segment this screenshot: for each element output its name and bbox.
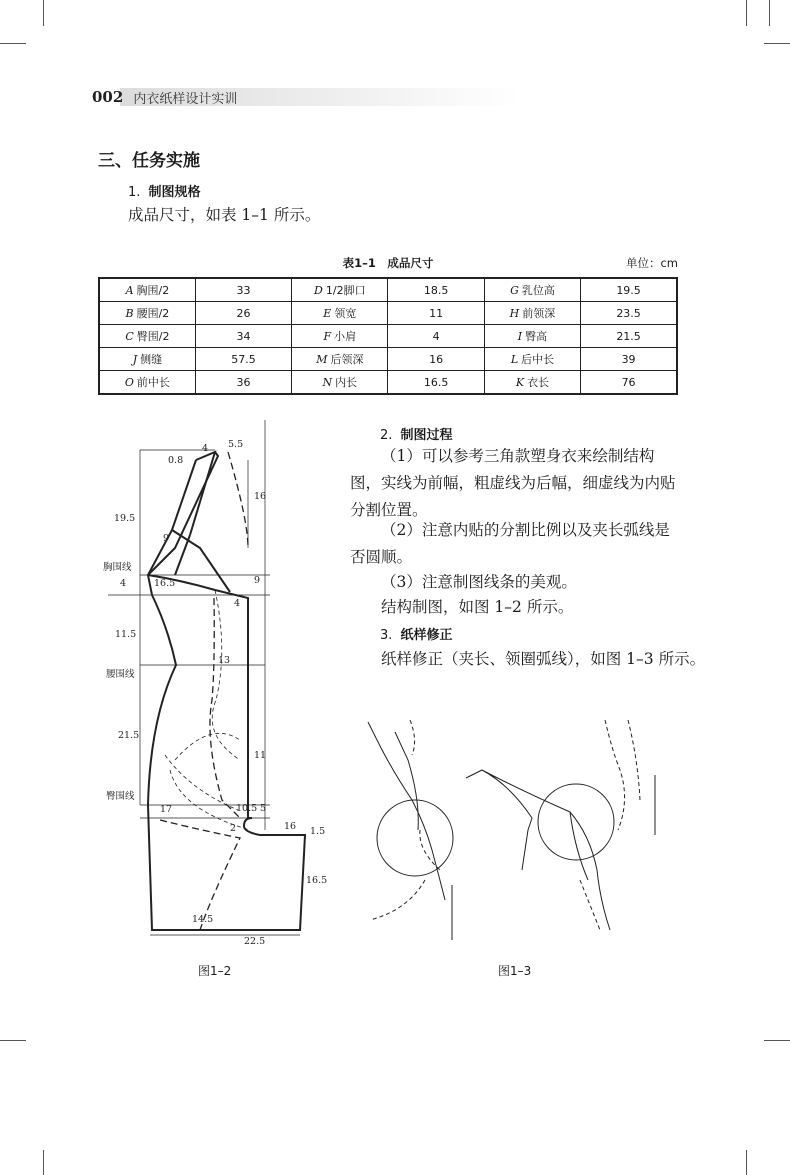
measure-code: B — [125, 307, 134, 320]
measure-code: J — [132, 353, 138, 366]
measure-label: 领宽 — [334, 307, 357, 320]
cup-lines — [172, 530, 230, 592]
table-value-cell: 26 — [195, 302, 291, 325]
armhole-circle-left — [377, 800, 453, 876]
measure-code: O — [124, 376, 134, 389]
dim-1-5: 1.5 — [310, 826, 326, 837]
measure-code: N — [322, 376, 333, 389]
table-label-cell — [292, 278, 388, 302]
crop-mark — [43, 0, 44, 26]
step2-label: 制图过程 — [400, 428, 453, 443]
table-row — [99, 348, 677, 371]
dim-11-5: 11.5 — [115, 629, 137, 640]
dim-10-5: 10.5 — [236, 803, 258, 814]
table-label-cell — [99, 325, 195, 348]
book-title: 内衣纸样设计实训 — [133, 91, 238, 107]
page-number: 002 — [92, 88, 124, 106]
step3-label: 纸样修正 — [400, 628, 453, 643]
step3-text: 纸样修正（夹长、领圈弧线），如图 1–3 所示。 — [381, 650, 706, 668]
crop-mark — [764, 1040, 790, 1041]
table-label-cell — [484, 302, 580, 325]
measure-label: 后领深 — [330, 353, 364, 366]
dim-16-crotch: 16 — [284, 821, 297, 832]
table-label-cell — [484, 371, 580, 395]
table-caption-row — [98, 255, 678, 273]
step3-number: 3. — [380, 628, 393, 643]
table-label-cell — [99, 348, 195, 371]
dim-9-small: 9 — [163, 533, 170, 544]
dim-22-5: 22.5 — [244, 936, 266, 945]
step2-number: 2. — [380, 428, 393, 443]
measure-label: 胸围/2 — [136, 284, 170, 297]
measure-code: L — [510, 353, 519, 366]
table-label-cell — [292, 371, 388, 395]
table-value-cell: 4 — [388, 325, 484, 348]
table-value-cell: 19.5 — [581, 278, 677, 302]
waist-line-label: 腰围线 — [106, 669, 135, 680]
left-curve-solid — [368, 722, 445, 900]
right-curve-dashed — [580, 720, 640, 930]
table-caption: 表1–1 成品尺寸 — [342, 256, 434, 270]
crop-mark — [764, 43, 790, 44]
hip-line-label: 臀围线 — [106, 791, 135, 802]
table-row — [99, 371, 677, 395]
measure-label: 腰围/2 — [136, 307, 170, 320]
measure-label: 前领深 — [522, 307, 556, 320]
dim-11: 11 — [254, 750, 267, 761]
table-value-cell: 39 — [581, 348, 677, 371]
dim-5: 5 — [260, 803, 267, 814]
table-value-cell: 11 — [388, 302, 484, 325]
table-label-cell — [292, 325, 388, 348]
right-piece-solid — [466, 770, 610, 930]
dim-16-5-chest: 16.5 — [154, 578, 176, 589]
front-piece-outline — [148, 452, 305, 930]
dim-14-5: 14.5 — [192, 914, 214, 925]
dim-21-5: 21.5 — [118, 730, 140, 741]
measure-label: 臀高 — [525, 330, 548, 343]
dim-0-8: 0.8 — [168, 455, 184, 466]
measure-label: 小肩 — [334, 330, 357, 343]
measure-label: 衣长 — [527, 376, 550, 389]
step1-text: 成品尺寸，如表 1–1 所示。 — [128, 206, 321, 224]
step2-paragraph-1: （1）可以参考三角款塑身衣来绘制结构图，实线为前幅，粗虚线为后幅，细虚线为内贴分割位置。 — [350, 447, 676, 519]
step1-number: 1. — [128, 185, 141, 200]
table-label-cell — [292, 302, 388, 325]
running-header — [92, 86, 704, 108]
table-label-cell — [484, 325, 580, 348]
measure-code: F — [323, 330, 332, 343]
table-label-cell — [99, 302, 195, 325]
dim-16-back: 16 — [254, 491, 267, 502]
dim-16-5-leg: 16.5 — [306, 875, 328, 886]
lining-lines — [165, 590, 250, 830]
table-label-cell — [484, 348, 580, 371]
measure-label: 后中长 — [521, 353, 555, 366]
table-label-cell — [484, 278, 580, 302]
table-row — [99, 302, 677, 325]
right-piece-solid-2 — [570, 812, 588, 880]
measure-label: 臀围/2 — [136, 330, 170, 343]
crop-mark — [0, 1040, 26, 1041]
measure-label: 侧缝 — [140, 353, 163, 366]
table-label-cell — [292, 348, 388, 371]
table-value-cell: 57.5 — [195, 348, 291, 371]
step3-heading — [380, 624, 453, 643]
measure-code: G — [510, 284, 519, 297]
measure-code: K — [515, 376, 525, 389]
step2-paragraph-2: （2）注意内贴的分割比例以及夹长弧线是否圆顺。 — [350, 521, 670, 566]
table-value-cell: 34 — [195, 325, 291, 348]
table-value-cell: 18.5 — [388, 278, 484, 302]
dim-2: 2 — [230, 823, 237, 834]
measure-code: A — [125, 284, 134, 297]
measure-code: D — [314, 284, 323, 297]
step2-heading — [380, 424, 453, 443]
step2-paragraph-4: 结构制图，如图 1–2 所示。 — [381, 598, 574, 616]
left-curve-solid-2 — [395, 732, 418, 830]
table-value-cell: 36 — [195, 371, 291, 395]
crop-mark — [769, 0, 770, 26]
measure-code: C — [125, 330, 134, 343]
dim-19-5: 19.5 — [114, 513, 136, 524]
measure-label: 内长 — [335, 376, 358, 389]
dim-4-under: 4 — [234, 598, 241, 609]
left-curve-dashed — [370, 720, 440, 920]
crop-mark — [746, 1150, 747, 1175]
chest-line-label: 胸围线 — [103, 562, 132, 573]
table-label-cell — [99, 278, 195, 302]
table-value-cell: 21.5 — [581, 325, 677, 348]
figure-1-3 — [360, 700, 670, 950]
figure-1-2 — [95, 410, 340, 945]
measure-code: H — [509, 307, 520, 320]
step2-paragraph-3: （3）注意制图线条的美观。 — [381, 573, 577, 591]
table-value-cell: 33 — [195, 278, 291, 302]
measure-label: 1/2脚口 — [325, 284, 366, 297]
step1-label: 制图规格 — [148, 185, 201, 200]
table-value-cell: 16 — [388, 348, 484, 371]
dim-4-top: 4 — [202, 443, 209, 454]
crop-mark — [43, 1150, 44, 1175]
section-title: 三、任务实施 — [98, 151, 200, 171]
armhole-circle-right — [538, 784, 614, 860]
crop-mark — [746, 0, 747, 26]
table-row — [99, 278, 677, 302]
figure-1-2-caption: 图1–2 — [198, 964, 232, 978]
table-value-cell: 16.5 — [388, 371, 484, 395]
measure-code: I — [517, 330, 523, 343]
dim-5-5: 5.5 — [228, 439, 244, 450]
measure-code: M — [316, 353, 328, 366]
dim-4-left: 4 — [120, 578, 127, 589]
measure-label: 前中长 — [136, 376, 170, 389]
table-row — [99, 325, 677, 348]
dim-9-right: 9 — [254, 575, 261, 586]
table-unit: 单位：cm — [625, 256, 678, 270]
step1-heading — [128, 181, 201, 200]
crop-mark — [0, 43, 26, 44]
spec-table — [98, 277, 678, 395]
measure-label: 乳位高 — [521, 284, 555, 297]
measure-code: E — [323, 307, 332, 320]
table-value-cell: 23.5 — [581, 302, 677, 325]
dim-17: 17 — [160, 804, 173, 815]
table-label-cell — [99, 371, 195, 395]
table-value-cell: 76 — [581, 371, 677, 395]
dim-13: 13 — [218, 655, 231, 666]
figure-1-3-caption: 图1–3 — [498, 964, 532, 978]
